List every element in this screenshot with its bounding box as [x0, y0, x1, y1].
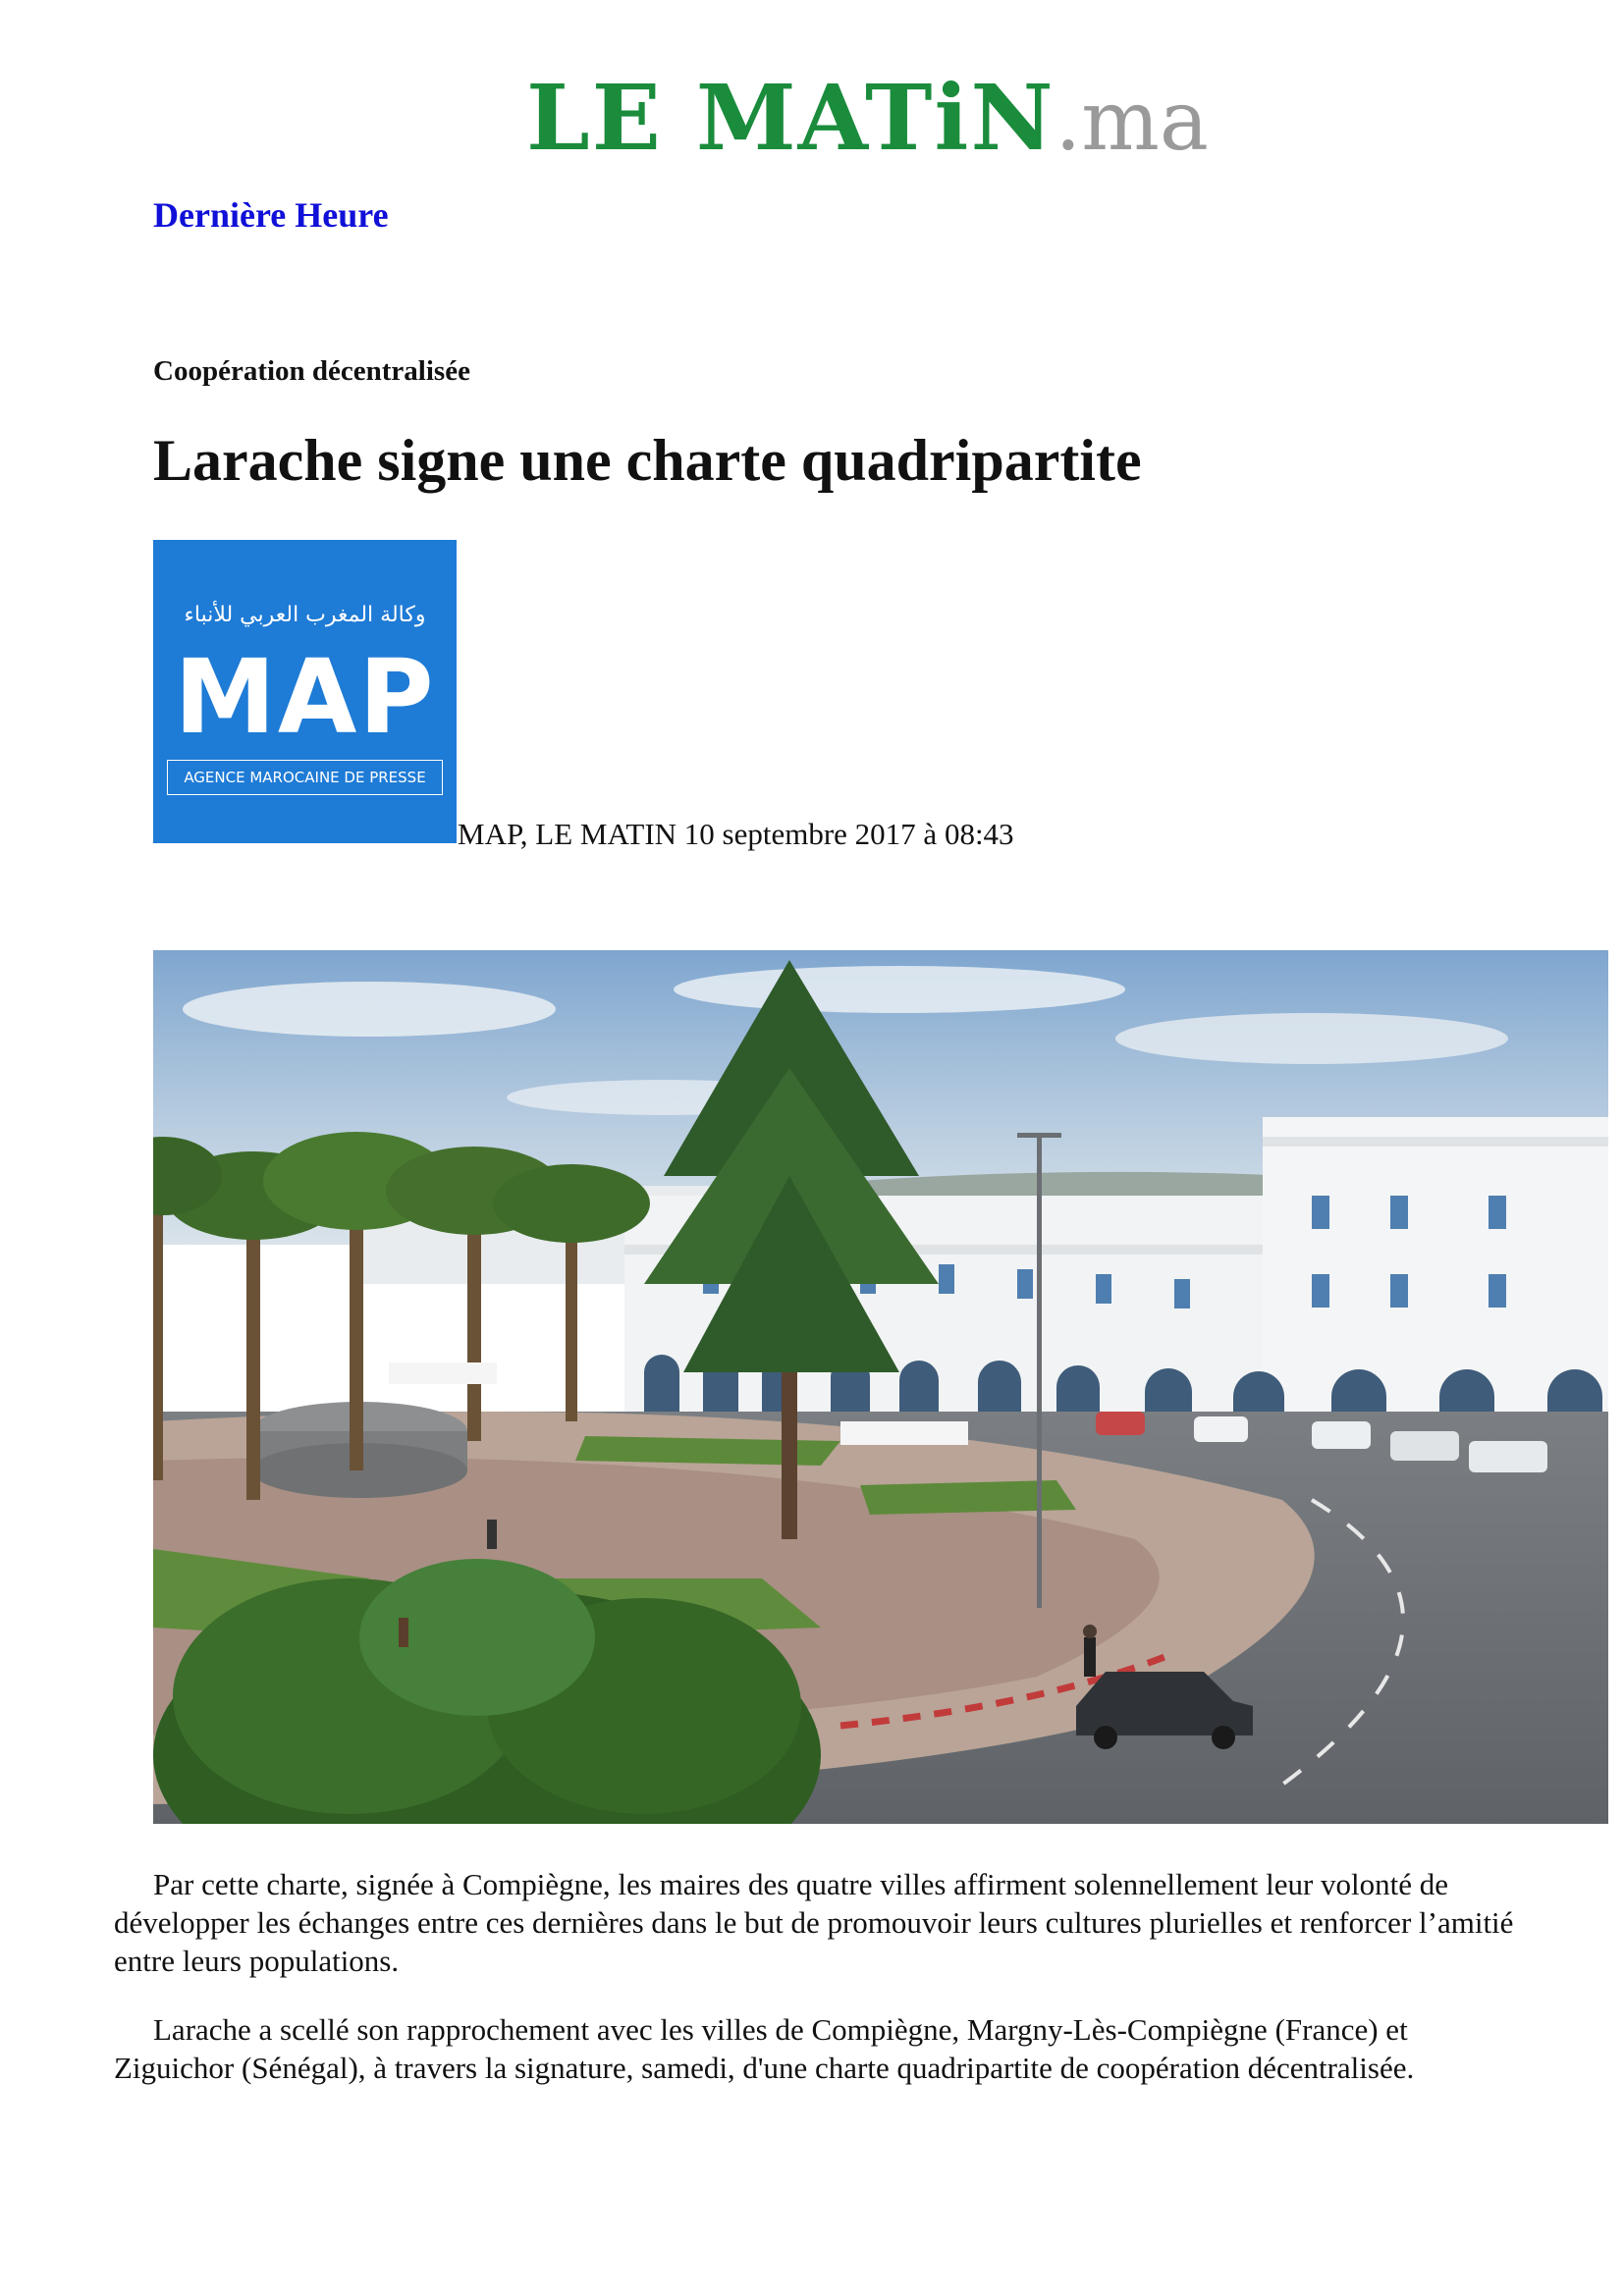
map-logo-subtitle: AGENCE MAROCAINE DE PRESSE	[167, 760, 443, 795]
map-logo-arabic-text: وكالة المغرب العربي للأنباء	[184, 603, 426, 627]
article-paragraph-2: Larache a scellé son rapprochement avec les villes de Compiègne, Margny-Lès-Compiègne (France) et Ziguichor (Sénégal), à travers la signature, samedi, d'une charte quadripartite de coopération décentralisée.	[114, 2012, 1415, 2085]
map-logo-main-text: MAP	[174, 637, 436, 757]
article-photo	[153, 950, 1608, 1824]
site-logo[interactable]	[526, 65, 1209, 173]
article-byline: MAP, LE MATIN 10 septembre 2017 à 08:43	[458, 817, 1014, 851]
map-agency-logo	[153, 540, 457, 843]
logo-domain-text: .ma	[1055, 73, 1209, 169]
article-paragraph-1: Par cette charte, signée à Compiègne, les maires des quatre villes affirment solennellement leur volonté de développer les échanges entre ces dernières dans le but de promouvoir leurs cultures plurielles et renforcer l’amitié entre leurs populations.	[114, 1867, 1514, 1978]
derniere-heure-link[interactable]: Dernière Heure	[153, 195, 389, 235]
town-square-photo-illustration	[153, 950, 1608, 1824]
logo-main-text: LE MATiN	[526, 65, 1056, 171]
article-category: Coopération décentralisée	[153, 355, 470, 387]
article-title: Larache signe une charte quadripartite	[153, 428, 1142, 493]
